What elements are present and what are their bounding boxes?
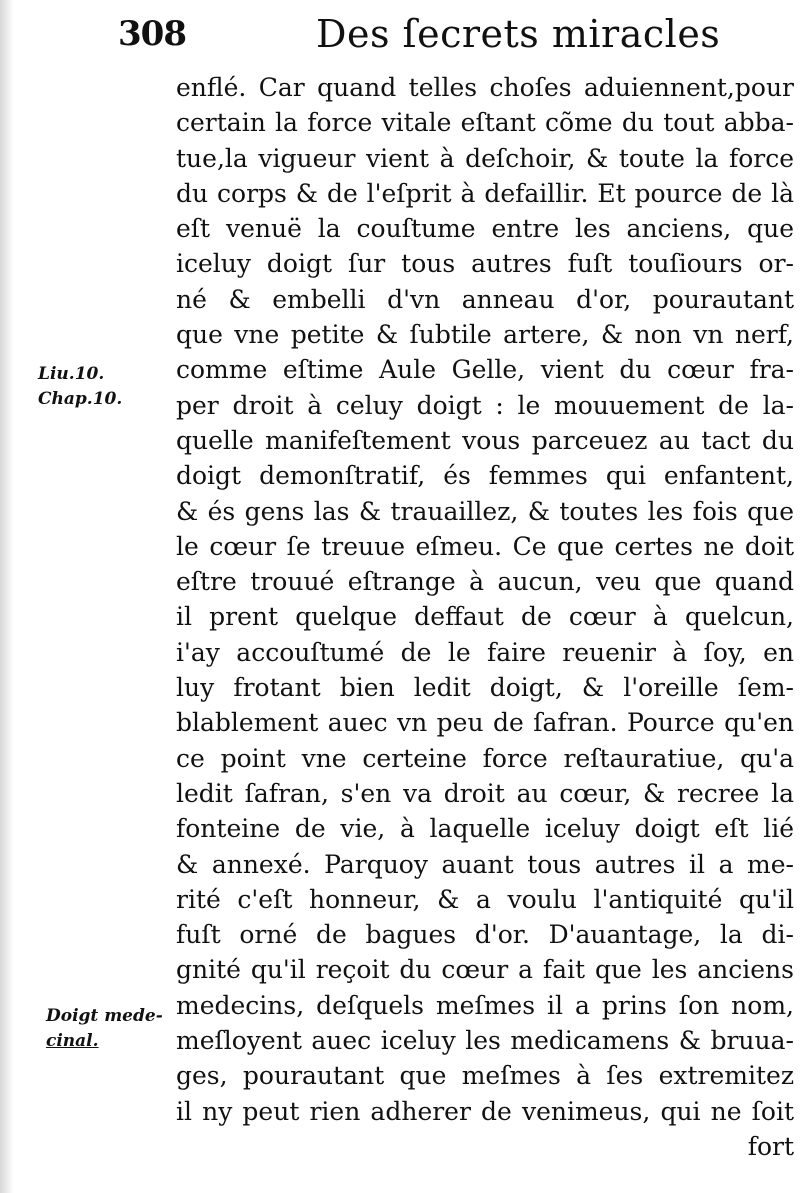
margin-note-medicinal-finger (46, 1004, 163, 1054)
text-line: ges, pourautant que meſmes à ſes extremitez (176, 1061, 794, 1091)
margin-note-line: cinal. (46, 1031, 99, 1051)
page-header (0, 6, 800, 66)
margin-note-reference (38, 362, 122, 412)
text-line: ledit ſafran, s'en va droit au cœur, & recree la (176, 778, 794, 808)
page-number: 308 (118, 14, 186, 54)
text-line: le cœur ſe treuue eſmeu. Ce que certes ne doit (176, 531, 794, 561)
text-line: medecins, deſquels meſmes il a prins ſon nom, (176, 990, 794, 1020)
text-line: il ny peut rien adherer de venimeus, qui ne ſoit (176, 1096, 794, 1126)
text-line: fuſt orné de bagues d'or. D'auantage, la di- (176, 920, 794, 950)
margin-note-line: Doigt mede- (46, 1006, 163, 1026)
text-line: luy frotant bien ledit doigt, & l'oreille ſem- (176, 673, 794, 703)
text-line: il prent quelque deffaut de cœur à quelcun, (176, 602, 794, 632)
text-line: iceluy doigt ſur tous autres fuſt touſiours or- (176, 249, 794, 279)
text-line: gnité qu'il reçoit du cœur a fait que les anciens (176, 955, 794, 985)
body-text (176, 70, 794, 1164)
text-line: fonteine de vie, à laquelle iceluy doigt eſt lié (176, 814, 794, 844)
running-title: Des ſecrets miracles (316, 12, 721, 56)
text-line: enflé. Car quand telles choſes aduiennent,pour (176, 73, 794, 102)
catchword: fort (747, 1131, 794, 1161)
text-line: & annexé. Parquoy auant tous autres il a me- (176, 849, 794, 879)
margin-note-line: Chap.10. (38, 389, 123, 409)
text-line: quelle manifeſtement vous parceuez au tact du (176, 425, 794, 455)
text-line: & és gens las & trauaillez, & toutes les fois que (176, 496, 794, 526)
text-line: certain la force vitale eſtant cõme du tout abba- (176, 108, 794, 138)
text-line: eſtre trouué eſtrange à aucun, veu que quand (176, 567, 794, 597)
text-line: eſt venuë la couſtume entre les anciens, que (176, 214, 794, 244)
margin-note-line: Liu.10. (38, 364, 105, 384)
text-line: du corps & de l'eſprit à defaillir. Et pource de là (176, 178, 794, 208)
text-line: rité c'eſt honneur, & a voulu l'antiquité qu'il (176, 884, 794, 914)
text-line: blablement auec vn peu de ſafran. Pource qu'en (176, 708, 794, 738)
text-line: ce point vne certeine force reſtauratiue, qu'a (176, 743, 794, 773)
gutter-shadow (0, 0, 14, 1193)
text-line: doigt demonſtratif, és femmes qui enfantent, (176, 461, 794, 491)
text-line: né & embelli d'vn anneau d'or, pourautant (176, 284, 794, 314)
text-line: meſloyent auec iceluy les medicamens & bruua- (176, 1026, 794, 1056)
text-line: que vne petite & ſubtile artere, & non vn nerf, (176, 320, 794, 350)
text-line: comme eſtime Aule Gelle, vient du cœur fra- (176, 355, 794, 385)
text-line: per droit à celuy doigt : le mouuement de la- (176, 390, 794, 420)
text-line: tue,la vigueur vient à deſchoir, & toute la force (176, 143, 794, 173)
text-line: i'ay accouſtumé de le faire reuenir à ſoy, en (176, 637, 794, 667)
